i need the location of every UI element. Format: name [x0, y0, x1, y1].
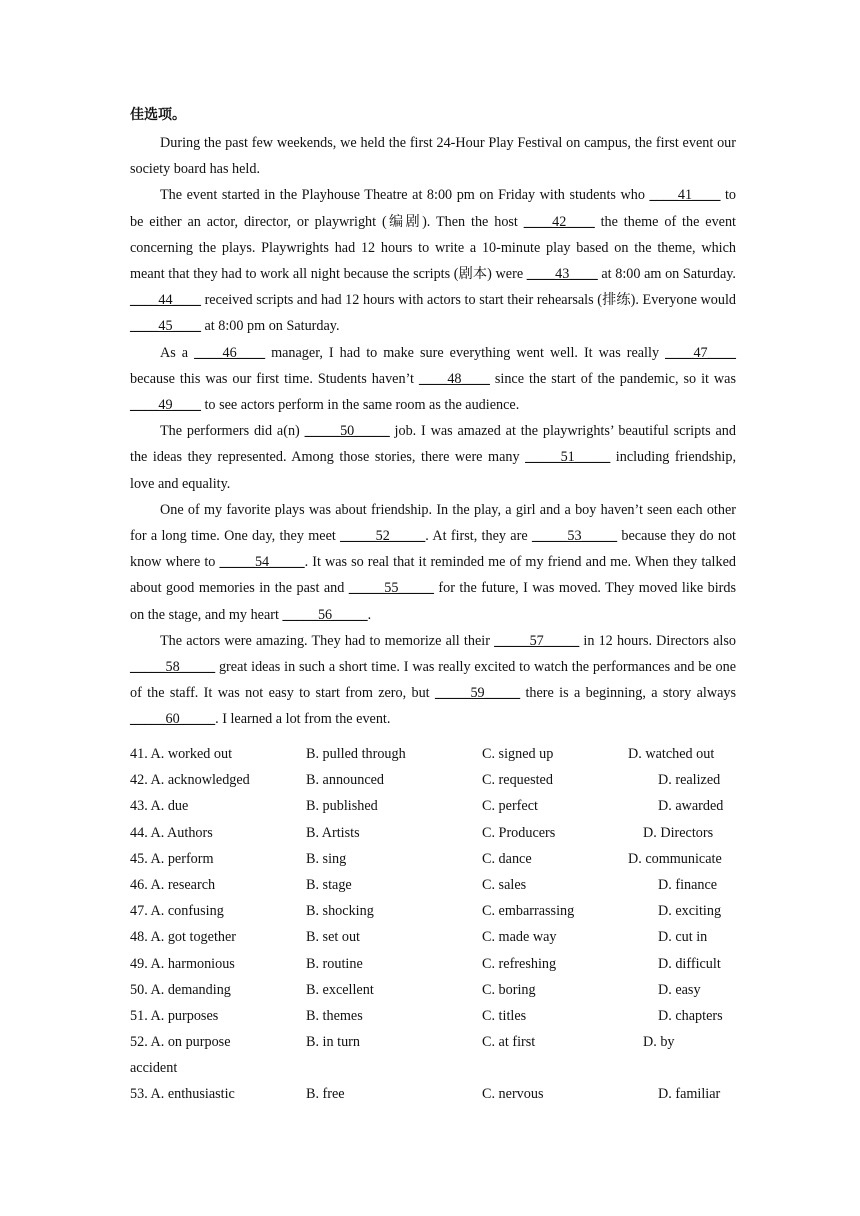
option-d: D. familiar: [658, 1086, 721, 1103]
option-a: 47. A. confusing: [130, 903, 224, 920]
passage-text: there is a beginning, a story always: [520, 685, 736, 702]
passage-text: great ideas in such a short time. I was really excited to watch the performances and be one of the staff. It was not easy to start from zero, but: [130, 659, 736, 702]
cloze-passage: [130, 130, 736, 733]
passage-text: During the past few weekends, we held the first 24-Hour Play Festival on campus, the first event our society board has held.: [130, 135, 736, 178]
option-b: B. Artists: [306, 824, 360, 841]
passage-text: for the future, I was moved. They moved like birds on the stage, and my heart: [130, 580, 736, 623]
option-row: [130, 1029, 740, 1055]
option-a: 42. A. acknowledged: [130, 772, 250, 789]
passage-text: at 8:00 pm on Saturday.: [200, 318, 340, 335]
passage-text: including friendship, love and equality.: [130, 449, 736, 492]
option-c: C. perfect: [482, 798, 538, 815]
option-b: B. set out: [306, 929, 360, 946]
option-d: D. difficult: [658, 955, 721, 972]
answer-blank: ____42____: [523, 213, 595, 230]
passage-text: .: [367, 606, 372, 623]
option-row: [130, 846, 740, 872]
answer-blank: _____54_____: [219, 554, 305, 571]
option-b: B. excellent: [306, 981, 374, 998]
passage-paragraph: [130, 497, 736, 628]
answer-blank: ____46____: [194, 344, 266, 361]
option-a: 48. A. got together: [130, 929, 236, 946]
option-b: B. sing: [306, 850, 347, 867]
answer-options: [130, 741, 740, 1108]
option-row: [130, 793, 740, 819]
passage-text: The event started in the Playhouse Theatre at 8:00 pm on Friday with students who: [160, 187, 650, 204]
option-d: D. cut in: [658, 929, 708, 946]
passage-text: job. I was amazed at the playwrights’ beautiful scripts and the ideas they represented. Among those stories, there were many: [130, 423, 736, 466]
answer-blank: ____44____: [130, 292, 201, 309]
passage-text: The performers did a(n): [160, 423, 305, 440]
option-b: B. free: [306, 1086, 345, 1103]
option-c: C. refreshing: [482, 955, 557, 972]
answer-blank: ____41____: [649, 187, 721, 204]
option-row: [130, 924, 740, 950]
option-row: [130, 951, 740, 977]
option-d: D. by: [643, 1034, 675, 1051]
answer-blank: ____45____: [130, 318, 201, 335]
answer-blank: _____50_____: [304, 423, 390, 440]
option-a: 53. A. enthusiastic: [130, 1086, 235, 1103]
instruction-heading: 佳选项。: [130, 107, 186, 123]
passage-text: As a: [160, 344, 195, 361]
option-a: 51. A. purposes: [130, 1007, 219, 1024]
option-a: 52. A. on purpose: [130, 1034, 231, 1051]
passage-paragraph: [130, 418, 736, 497]
option-d: D. watched out: [628, 746, 715, 762]
option-c: C. sales: [482, 876, 527, 893]
option-row: [130, 1003, 740, 1029]
passage-paragraph: [130, 340, 736, 419]
passage-text: since the start of the pandemic, so it was: [489, 370, 736, 387]
answer-blank: _____52_____: [340, 528, 426, 545]
answer-blank: _____60_____: [130, 711, 216, 728]
answer-blank: ____49____: [130, 397, 201, 414]
option-d: D. chapters: [658, 1007, 723, 1024]
passage-text: to be either an actor, director, or playwright (编剧). Then the host: [130, 187, 736, 230]
option-c: C. made way: [482, 929, 557, 946]
option-a: 49. A. harmonious: [130, 955, 235, 972]
option-a: 44. A. Authors: [130, 824, 213, 841]
option-a: 45. A. perform: [130, 850, 214, 867]
option-row: [130, 872, 740, 898]
option-b: B. pulled through: [306, 746, 406, 762]
option-d: D. realized: [658, 772, 721, 789]
option-b: B. themes: [306, 1007, 363, 1024]
option-row: [130, 1081, 740, 1107]
option-a: accident: [130, 1060, 178, 1077]
option-row: [130, 898, 740, 924]
option-b: B. shocking: [306, 903, 374, 920]
passage-text: manager, I had to make sure everything went well. It was really: [265, 344, 666, 361]
passage-text: . It was so real that it reminded me of my friend and me. When they talked about good memories in the past and: [130, 554, 736, 597]
option-d: D. finance: [658, 876, 718, 893]
option-a: 46. A. research: [130, 876, 216, 893]
answer-blank: _____55_____: [348, 580, 434, 597]
option-a: 43. A. due: [130, 798, 189, 815]
option-b: B. published: [306, 798, 378, 815]
answer-blank: _____57_____: [494, 632, 580, 649]
option-c: C. nervous: [482, 1086, 544, 1103]
option-b: B. in turn: [306, 1034, 360, 1051]
passage-paragraph: [130, 182, 736, 339]
answer-blank: ____48____: [418, 370, 490, 387]
passage-paragraph: [130, 130, 736, 182]
option-b: B. announced: [306, 772, 385, 789]
answer-blank: _____58_____: [130, 659, 216, 676]
passage-text: The actors were amazing. They had to memorize all their: [160, 632, 495, 649]
option-b: B. stage: [306, 876, 352, 893]
answer-blank: _____56_____: [282, 606, 368, 623]
option-c: C. requested: [482, 772, 553, 789]
option-c: C. Producers: [482, 824, 556, 841]
option-d: D. easy: [658, 981, 701, 998]
passage-text: . At first, they are: [425, 528, 532, 545]
answer-blank: _____59_____: [434, 685, 521, 702]
option-c: C. signed up: [482, 746, 554, 762]
passage-text: received scripts and had 12 hours with actors to start their rehearsals (排练). Everyone would: [200, 292, 736, 309]
passage-text: because they do not know where to: [130, 528, 736, 571]
option-c: C. embarrassing: [482, 903, 575, 920]
option-a: 50. A. demanding: [130, 981, 231, 998]
answer-blank: _____53_____: [531, 528, 618, 545]
option-b: B. routine: [306, 955, 363, 972]
option-d: D. awarded: [658, 798, 724, 815]
passage-text: in 12 hours. Directors also: [579, 632, 736, 649]
answer-blank: ____43____: [526, 266, 598, 283]
option-c: C. at first: [482, 1034, 536, 1051]
option-a: 41. A. worked out: [130, 746, 233, 762]
option-row: [130, 1055, 740, 1081]
answer-blank: ____47____: [665, 344, 736, 361]
passage-text: because this was our first time. Students haven’t: [130, 370, 419, 387]
passage-text: One of my favorite plays was about friendship. In the play, a girl and a boy haven’t seen each other for a long time. One day, they meet: [130, 501, 736, 545]
option-c: C. boring: [482, 981, 536, 998]
option-d: D. exciting: [658, 903, 722, 920]
answer-blank: _____51_____: [525, 449, 611, 466]
option-row: [130, 741, 740, 767]
option-d: D. Directors: [643, 824, 714, 841]
passage-text: the theme of the event concerning the plays. Playwrights had 12 hours to write a 10-minute play based on the theme, which meant that they had to work all night because the scripts (剧本) were: [130, 213, 736, 283]
option-row: [130, 820, 740, 846]
option-d: D. communicate: [628, 850, 722, 867]
option-row: [130, 977, 740, 1003]
passage-paragraph: [130, 628, 736, 733]
option-c: C. dance: [482, 850, 532, 867]
passage-text: . I learned a lot from the event.: [215, 711, 391, 728]
option-row: [130, 767, 740, 793]
option-c: C. titles: [482, 1007, 527, 1024]
passage-text: at 8:00 am on Saturday.: [597, 266, 736, 283]
passage-text: to see actors perform in the same room as the audience.: [200, 397, 520, 414]
